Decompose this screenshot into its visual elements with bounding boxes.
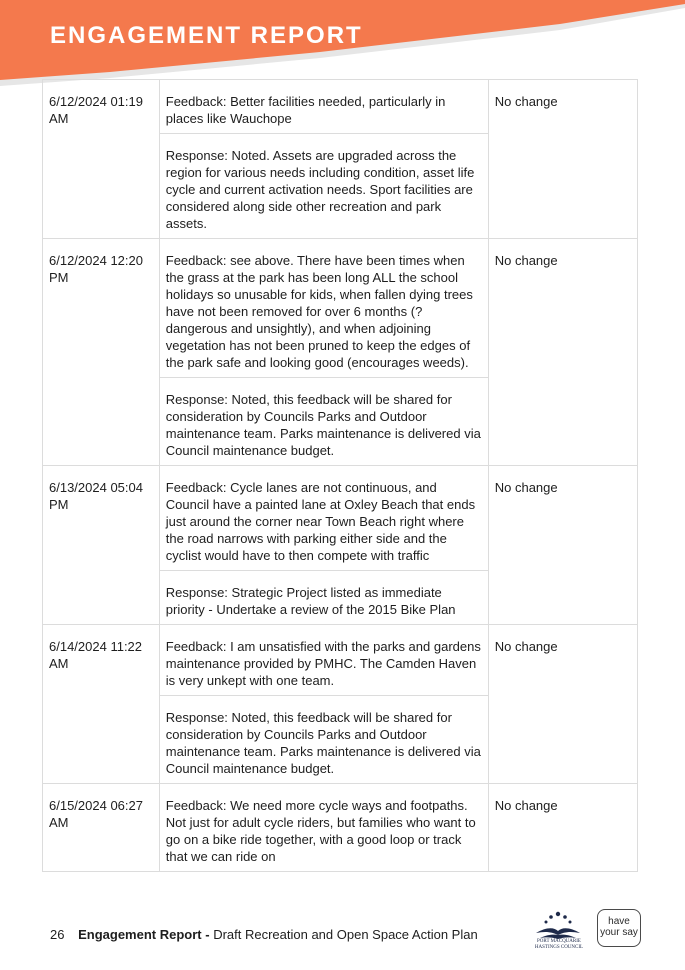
feedback-cell [159, 784, 488, 872]
date-cell: 6/12/2024 12:20 PM [43, 239, 160, 466]
table-row [43, 784, 638, 872]
feedback-text: Feedback: see above. There have been times when the grass at the park has been long ALL the school holidays so unusable for kids, when fallen dying trees have not been removed for over 6 months (? dangerous and unsightly), and when adjoining vegetation has not been pruned to keep the edges of the park safe and looking good (encourages weeds). [165, 253, 473, 370]
response-text: Response: Noted, this feedback will be shared for consideration by Councils Parks and Outdoor maintenance team. Parks maintenance is delivered via Council maintenance budget. [160, 695, 488, 783]
table-row [43, 466, 638, 625]
feedback-text: Feedback: Cycle lanes are not continuous, and Council have a painted lane at Oxley Beach that ends just around the corner near Town Beach right where the road narrows with parking either side and the cyclist would have to then compete with traffic [165, 480, 476, 563]
council-logo-text [523, 939, 595, 951]
feedback-text: Feedback: I am unsatisfied with the parks and gardens maintenance provided by PMHC. The Camden Haven is very unkept with one team. [165, 639, 481, 688]
page-title: ENGAGEMENT REPORT [50, 22, 363, 49]
response-text: Response: Strategic Project listed as immediate priority - Undertake a review of the 2015 Bike Plan [160, 570, 488, 624]
footer-document-title: Draft Recreation and Open Space Action Plan [213, 927, 478, 942]
table-row [43, 239, 638, 466]
table-row [43, 625, 638, 784]
logo-line-2: HASTINGS COUNCIL [534, 945, 584, 950]
date-cell: 6/13/2024 05:04 PM [43, 466, 160, 625]
footer-report-label: Engagement Report - [78, 927, 210, 942]
date-cell: 6/15/2024 06:27 AM [43, 784, 160, 872]
header-banner [0, 0, 685, 90]
feedback-cell [159, 239, 488, 466]
badge-line-2: your say [600, 927, 638, 938]
feedback-cell [159, 625, 488, 784]
feedback-text: Feedback: Better facilities needed, particularly in places like Wauchope [165, 94, 446, 126]
response-text: Response: Noted. Assets are upgraded across the region for various needs including condition, asset life cycle and current activation needs. Sport facilities are considered along side other recreation and park assets. [160, 133, 488, 238]
date-cell: 6/14/2024 11:22 AM [43, 625, 160, 784]
logo-line-1: PORT MACQUARIE [537, 939, 581, 944]
page-number: 26 [50, 927, 65, 942]
response-text: Response: Noted, this feedback will be shared for consideration by Councils Parks and Outdoor maintenance team. Parks maintenance is delivered via Council maintenance budget. [160, 377, 488, 465]
feedback-cell [159, 80, 488, 239]
outcome-cell: No change [488, 784, 637, 872]
outcome-cell: No change [488, 466, 637, 625]
have-your-say-badge [597, 909, 641, 947]
outcome-cell: No change [488, 239, 637, 466]
feedback-cell [159, 466, 488, 625]
date-cell: 6/12/2024 01:19 AM [43, 80, 160, 239]
outcome-cell: No change [488, 625, 637, 784]
outcome-cell: No change [488, 80, 637, 239]
page-footer [50, 927, 478, 942]
badge-line-1: have [608, 916, 630, 927]
table-row [43, 80, 638, 239]
feedback-text: Feedback: We need more cycle ways and footpaths. Not just for adult cycle riders, but families who want to go on a bike ride together, with a good loop or track that we can ride on [165, 798, 476, 864]
feedback-table [42, 79, 638, 872]
